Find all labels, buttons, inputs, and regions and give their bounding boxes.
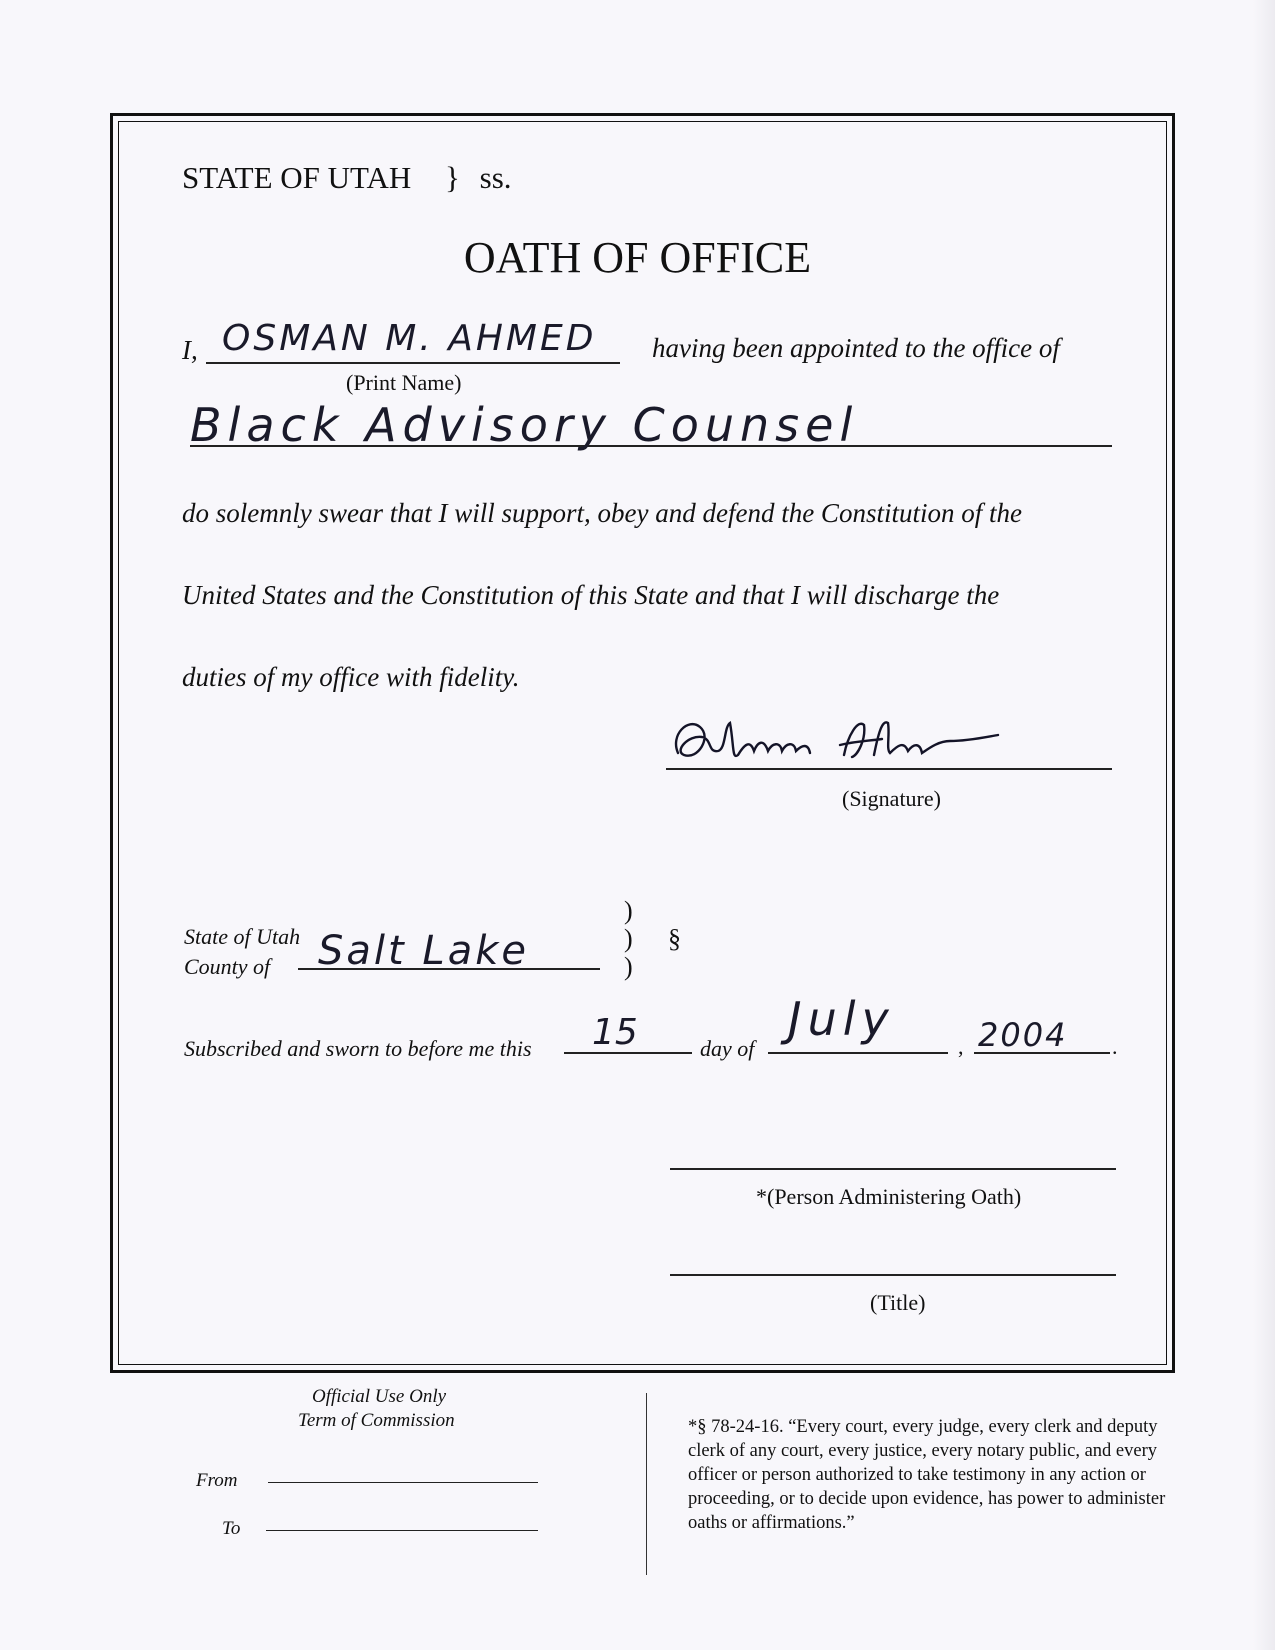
venue-paren-3: ) [624, 952, 633, 981]
handwritten-signature [668, 705, 1048, 775]
signature-label: (Signature) [842, 786, 941, 811]
term-of-commission: Term of Commission [298, 1410, 455, 1431]
official-use-heading: Official Use Only [312, 1386, 447, 1407]
state-brace: } [445, 160, 460, 195]
to-line [266, 1530, 538, 1531]
year-period: . [1112, 1034, 1118, 1059]
office-value: Black Advisory Counsel [190, 398, 859, 452]
to-label: To [222, 1518, 241, 1539]
venue-county-label: County of [184, 954, 271, 979]
section-symbol: § [668, 924, 681, 953]
oath-line-1: do solemnly swear that I will support, obey and defend the Constitution of the [182, 498, 1022, 528]
title-label: (Title) [870, 1290, 926, 1315]
print-name-label: (Print Name) [346, 370, 462, 395]
title-line [670, 1274, 1116, 1276]
administrator-line [670, 1168, 1116, 1170]
name-prefix: I, [182, 335, 198, 365]
subscribed-prefix: Subscribed and sworn to before me this [184, 1036, 532, 1061]
venue-state-label: State of Utah [184, 924, 301, 949]
footer-divider [646, 1393, 647, 1575]
from-label: From [196, 1470, 238, 1491]
year-value: 2004 [978, 1016, 1068, 1054]
day-of-label: day of [700, 1036, 755, 1061]
oath-line-2: United States and the Constitution of this State and that I will discharge the [182, 580, 1000, 610]
venue-paren-1: ) [624, 896, 633, 925]
oath-line-3: duties of my office with fidelity. [182, 662, 520, 692]
month-line [768, 1052, 948, 1054]
year-comma: , [958, 1034, 964, 1059]
day-value: 15 [592, 1012, 638, 1053]
state-header [182, 160, 512, 196]
administrator-label: *(Person Administering Oath) [756, 1184, 1022, 1209]
from-line [268, 1482, 538, 1483]
print-name-value: OSMAN M. AHMED [222, 318, 597, 359]
county-value: Salt Lake [318, 928, 529, 974]
month-value: July [788, 992, 895, 1046]
statute-text: *§ 78-24-16. “Every court, every judge, every clerk and deputy clerk of any court, every justice, every notary public, and every officer or person authorized to take testimony in any action or proceeding, or to decide upon evidence, has power to administer oaths or affirmations.” [688, 1417, 1166, 1533]
name-line [206, 362, 620, 364]
venue-paren-2: ) [624, 924, 633, 953]
page-title: OATH OF OFFICE [463, 233, 812, 282]
signature-line [666, 768, 1112, 770]
state-name: STATE OF UTAH [182, 160, 412, 195]
state-ss: ss. [479, 160, 512, 195]
appointment-suffix: having been appointed to the office of [652, 333, 1060, 363]
